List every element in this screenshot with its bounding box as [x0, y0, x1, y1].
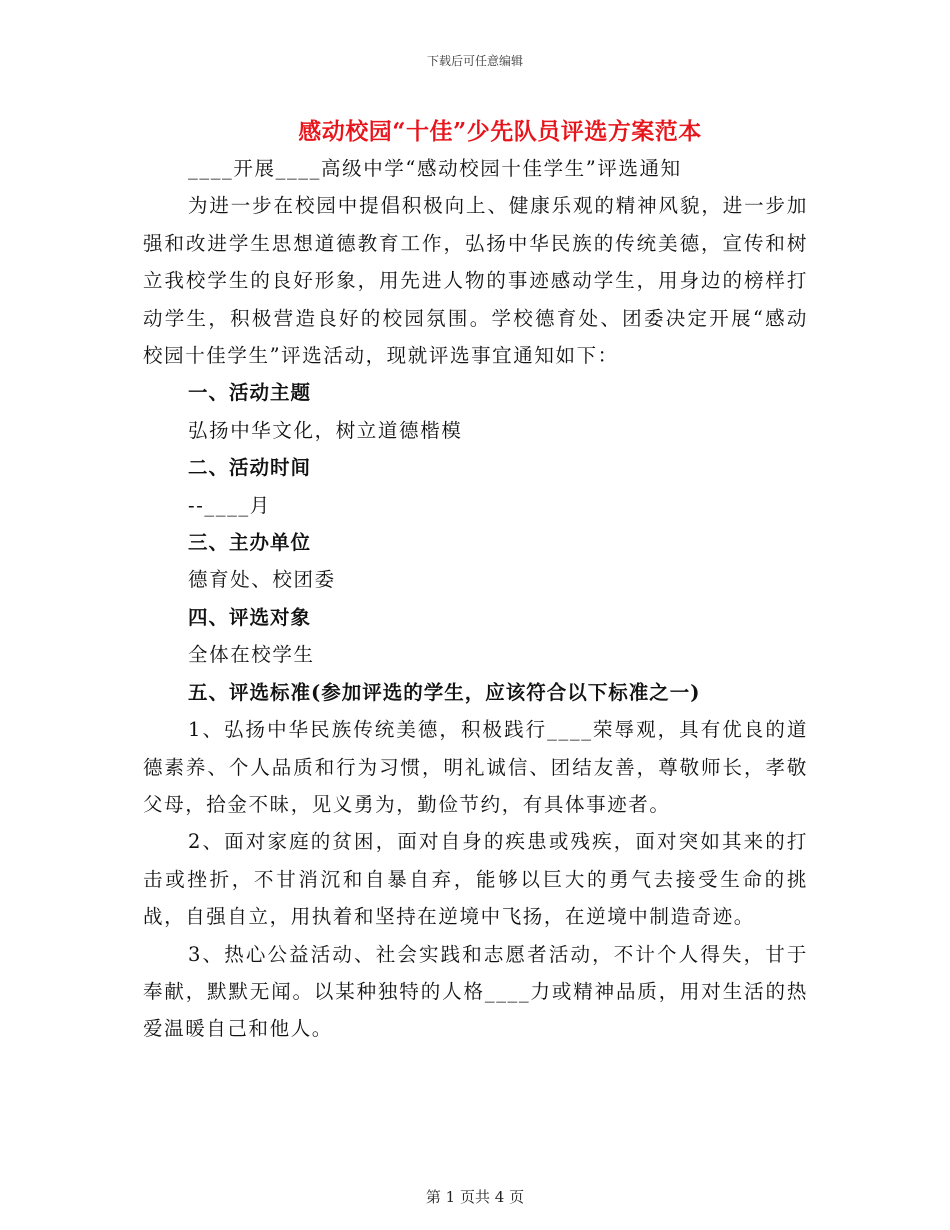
section-text-time: --____月	[188, 493, 271, 517]
document-body	[143, 150, 808, 1048]
section-text-organizer: 德育处、校团委	[188, 568, 336, 592]
criteria-item-3: 3、热心公益活动、社会实践和志愿者活动，不计个人得失，甘于奉献，默默无闻。以某种独特的人格____力或精神品质，用对生活的热爱温暖自己和他人。	[143, 942, 808, 1041]
page-footer: 第 1 页共 4 页	[425, 1188, 525, 1206]
document-title: 感动校园“十佳”少先队员评选方案范本	[298, 118, 702, 145]
section-heading-criteria: 五、评选标准(参加评选的学生，应该符合以下标准之一)	[188, 680, 701, 704]
page-header: 下载后可任意编辑	[426, 54, 523, 68]
section-text-target: 全体在校学生	[188, 643, 315, 667]
section-text-theme: 弘扬中华文化，树立道德楷模	[188, 418, 463, 442]
section-heading-target: 四、评选对象	[188, 605, 312, 629]
section-heading-time: 二、活动时间	[188, 456, 312, 480]
section-heading-organizer: 三、主办单位	[188, 531, 312, 555]
criteria-item-2: 2、面对家庭的贫困，面对自身的疾患或残疾，面对突如其来的打击或挫折，不甘消沉和自暴自弃，能够以巨大的勇气去接受生命的挑战，自强自立，用执着和坚持在逆境中飞扬，在逆境中制造奇迹。	[143, 830, 808, 929]
section-heading-theme: 一、活动主题	[188, 381, 312, 405]
intro-paragraph: 为进一步在校园中提倡积极向上、健康乐观的精神风貌，进一步加强和改进学生思想道德教育工作，弘扬中华民族的传统美德，宣传和树立我校学生的良好形象，用先进人物的事迹感动学生，用身边的榜样打动学生，积极营造良好的校园氛围。学校德育处、团委决定开展“感动校园十佳学生”评选活动，现就评选事宜通知如下：	[143, 194, 808, 368]
criteria-item-1: 1、弘扬中华民族传统美德，积极践行____荣辱观，具有优良的道德素养、个人品质和行为习惯，明礼诚信、团结友善，尊敬师长，孝敬父母，拾金不昧，见义勇为，勤俭节约，有具体事迹者。	[143, 718, 808, 816]
intro-line: ____开展____高级中学“感动校园十佳学生”评选通知	[188, 157, 682, 180]
